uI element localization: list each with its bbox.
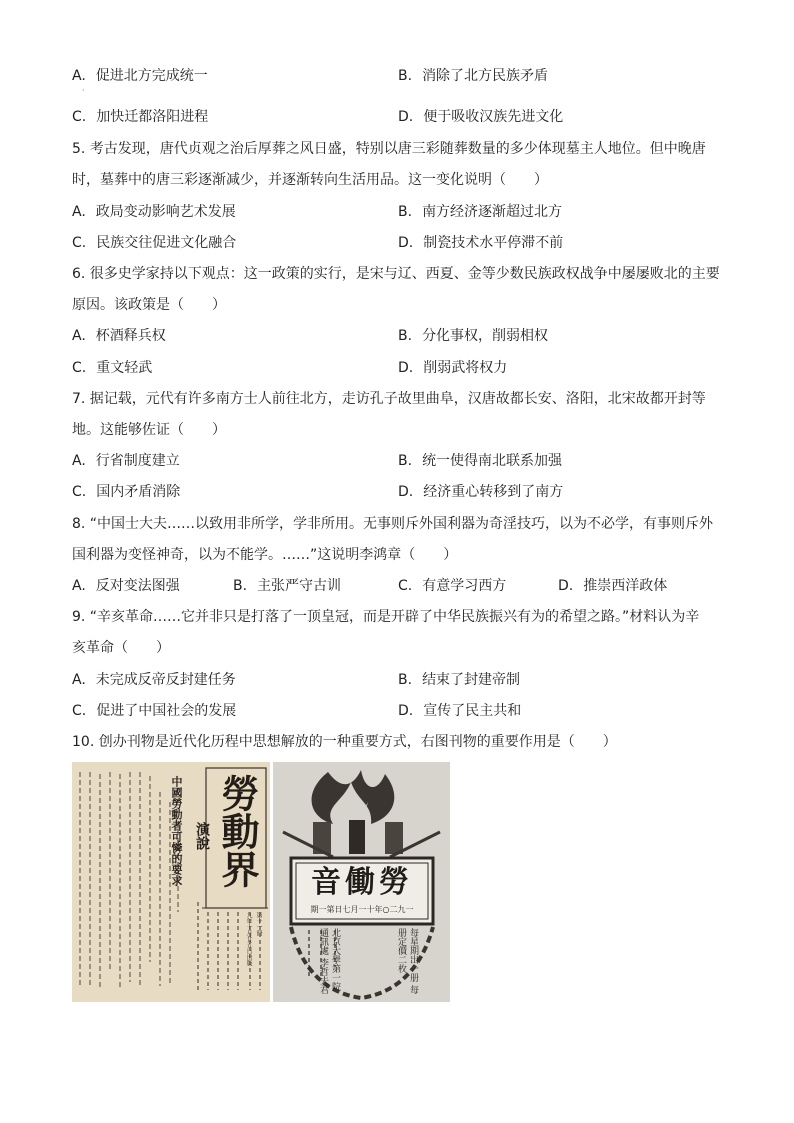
cover-publisher: 北京大學第一院 通訊處 李哲夫君 bbox=[318, 928, 340, 994]
option-key: B. bbox=[398, 204, 413, 220]
q4-option-b[interactable] bbox=[398, 66, 548, 86]
q5-option-c[interactable] bbox=[72, 233, 236, 253]
stray-dot: · bbox=[82, 86, 85, 95]
option-text: 主张严守古训 bbox=[257, 578, 342, 594]
option-key: A. bbox=[72, 204, 86, 220]
q7-stem-line-2: 地。这能够佐证（ ） bbox=[72, 422, 226, 438]
magazine-section: 演說 bbox=[194, 822, 210, 850]
q6-option-d[interactable] bbox=[398, 358, 507, 378]
q9-option-d[interactable] bbox=[398, 701, 521, 721]
option-key: C. bbox=[72, 360, 87, 376]
q6-option-c[interactable] bbox=[72, 358, 152, 378]
option-text: 政局变动影响艺术发展 bbox=[95, 204, 236, 220]
magazine-issue: 第十一冊 bbox=[255, 912, 262, 936]
option-text: 反对变法图强 bbox=[95, 578, 180, 594]
laodongjie-magazine-image bbox=[72, 762, 270, 1002]
option-text: 推崇西洋政体 bbox=[583, 578, 668, 594]
q4-option-d[interactable] bbox=[398, 107, 563, 127]
q8-option-b[interactable] bbox=[233, 576, 341, 596]
q4-option-c[interactable] bbox=[72, 107, 208, 127]
q5-option-b[interactable] bbox=[398, 202, 562, 222]
option-text: 杯酒释兵权 bbox=[95, 328, 166, 344]
option-text: 经济重心转移到了南方 bbox=[423, 484, 564, 500]
q9-stem-line-1: 9. “辛亥革命……它并非只是打落了一顶皇冠，而是开辟了中华民族振兴有为的希望之路。”材料认为辛 bbox=[72, 609, 700, 625]
q6-option-b[interactable] bbox=[398, 326, 548, 346]
q10-stem-line: 10. 创办刊物是近代化历程中思想解放的一种重要方式，右图刊物的重要作用是（ ） bbox=[72, 734, 617, 750]
q8-stem-line-1: 8. “中国士大夫……以致用非所学，学非所用。无事则斥外国利器为奇淫技巧，以为不必学，有事则斥外 bbox=[72, 516, 714, 532]
option-text: 民族交往促进文化融合 bbox=[96, 235, 237, 251]
option-text: 促进北方完成统一 bbox=[95, 68, 208, 84]
option-key: A. bbox=[72, 672, 86, 688]
option-key: C. bbox=[72, 235, 87, 251]
option-text: 制瓷技术水平停滞不前 bbox=[423, 235, 564, 251]
option-key: B. bbox=[398, 453, 413, 469]
q8-option-c[interactable] bbox=[398, 576, 506, 596]
option-key: D. bbox=[398, 360, 414, 376]
q9-option-c[interactable] bbox=[72, 701, 236, 721]
option-key: D. bbox=[558, 578, 574, 594]
option-text: 国内矛盾消除 bbox=[96, 484, 181, 500]
cover-title: 勞働音 bbox=[311, 865, 413, 900]
option-key: A. bbox=[72, 578, 86, 594]
cover-price: 每星期出一册 每册定價二枚 bbox=[396, 928, 418, 994]
magazine-title: 勞動界 bbox=[215, 774, 260, 888]
q8-option-d[interactable] bbox=[558, 576, 667, 596]
q9-stem-line-2: 亥革命（ ） bbox=[72, 640, 170, 656]
option-text: 行省制度建立 bbox=[95, 453, 180, 469]
option-key: D. bbox=[398, 484, 414, 500]
option-key: B. bbox=[398, 672, 413, 688]
option-text: 宣传了民主共和 bbox=[423, 703, 522, 719]
cover-date: 一九二○年十一月七日第一期 bbox=[310, 905, 414, 914]
option-text: 重文轻武 bbox=[96, 360, 153, 376]
option-key: D. bbox=[398, 109, 414, 125]
q5-option-a[interactable] bbox=[72, 202, 236, 222]
option-text: 分化事权，削弱相权 bbox=[422, 328, 549, 344]
q6-stem-line-1: 6. 很多史学家持以下观点：这一政策的实行，是宋与辽、西夏、金等少数民族政权战争中屡屡败北的主要 bbox=[72, 266, 720, 282]
option-key: B. bbox=[398, 68, 413, 84]
q7-option-c[interactable] bbox=[72, 482, 180, 502]
q7-option-a[interactable] bbox=[72, 451, 180, 471]
option-text: 削弱武将权力 bbox=[423, 360, 508, 376]
option-text: 便于吸收汉族先进文化 bbox=[423, 109, 564, 125]
q9-option-a[interactable] bbox=[72, 670, 236, 690]
q7-option-d[interactable] bbox=[398, 482, 563, 502]
q9-option-b[interactable] bbox=[398, 670, 520, 690]
q6-stem-line-2: 原因。该政策是（ ） bbox=[72, 297, 226, 313]
option-text: 消除了北方民族矛盾 bbox=[422, 68, 549, 84]
option-key: C. bbox=[72, 484, 87, 500]
magazine-date: 九年十月廿五日出版 bbox=[245, 912, 252, 966]
option-key: A. bbox=[72, 453, 86, 469]
option-text: 结束了封建帝制 bbox=[422, 672, 521, 688]
laodongyin-cover-image bbox=[273, 762, 450, 1002]
q5-stem-line-2: 时，墓葬中的唐三彩逐渐减少，并逐渐转向生活用品。这一变化说明（ ） bbox=[72, 172, 548, 188]
option-key: C. bbox=[72, 109, 87, 125]
option-key: D. bbox=[398, 235, 414, 251]
option-key: B. bbox=[398, 328, 413, 344]
option-key: B. bbox=[233, 578, 248, 594]
option-text: 促进了中国社会的发展 bbox=[96, 703, 237, 719]
q8-option-a[interactable] bbox=[72, 576, 180, 596]
option-key: A. bbox=[72, 68, 86, 84]
option-text: 加快迁都洛阳进程 bbox=[96, 109, 209, 125]
q7-option-b[interactable] bbox=[398, 451, 562, 471]
q8-stem-line-2: 国利器为变怪神奇，以为不能学。……”这说明李鸿章（ ） bbox=[72, 547, 458, 563]
option-text: 统一使得南北联系加强 bbox=[422, 453, 563, 469]
q5-option-d[interactable] bbox=[398, 233, 563, 253]
option-text: 未完成反帝反封建任务 bbox=[95, 672, 236, 688]
q4-option-a[interactable] bbox=[72, 66, 208, 86]
option-key: A. bbox=[72, 328, 86, 344]
option-key: C. bbox=[398, 578, 413, 594]
option-key: D. bbox=[398, 703, 414, 719]
q5-stem-line-1: 5. 考古发现，唐代贞观之治后厚葬之风日盛，特别以唐三彩随葬数量的多少体现墓主人地位。但中晚唐 bbox=[72, 141, 706, 157]
magazine-article-title: 中國勞動者可憐的要求 bbox=[170, 776, 183, 886]
option-text: 有意学习西方 bbox=[422, 578, 507, 594]
q6-option-a[interactable] bbox=[72, 326, 166, 346]
q7-stem-line-1: 7. 据记载，元代有许多南方士人前往北方，走访孔子故里曲阜，汉唐故都长安、洛阳，北宋故都开封等 bbox=[72, 391, 706, 407]
option-text: 南方经济逐渐超过北方 bbox=[422, 204, 563, 220]
option-key: C. bbox=[72, 703, 87, 719]
